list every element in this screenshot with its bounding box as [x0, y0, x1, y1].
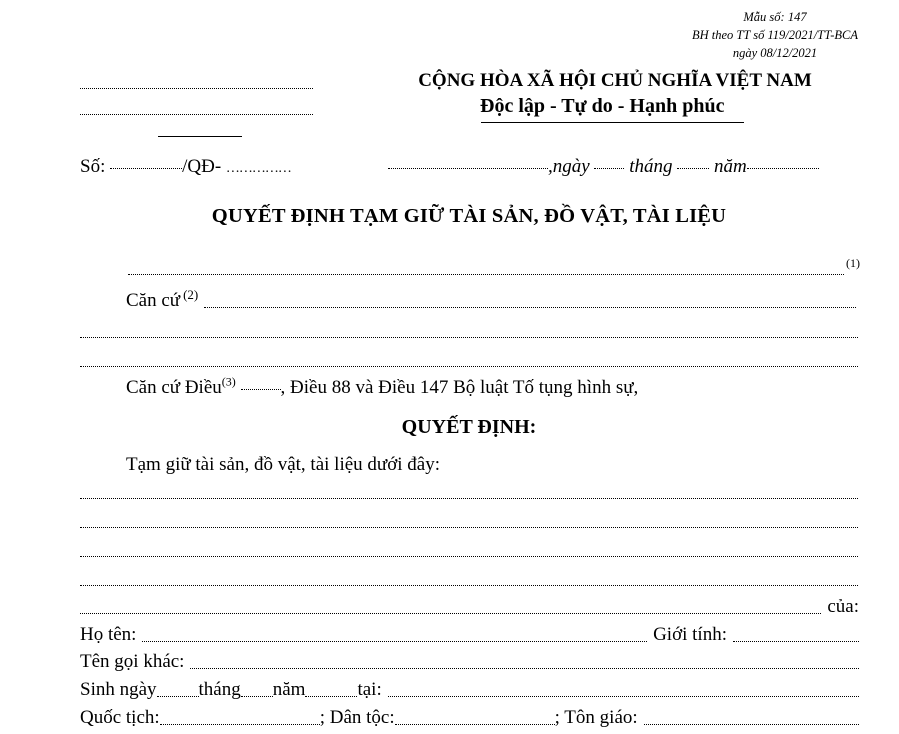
place-field[interactable] — [388, 168, 548, 169]
nation-title: CỘNG HÒA XÃ HỘI CHỦ NGHĨA VIỆT NAM — [418, 70, 812, 91]
seized-items-line-4[interactable] — [80, 585, 858, 586]
month-field[interactable] — [677, 168, 709, 169]
ethnicity-field[interactable] — [395, 724, 555, 725]
ten-goi-khac-label: Tên gọi khác: — [80, 651, 185, 672]
qd-suffix-field[interactable]: …………… — [225, 161, 291, 176]
seized-items-line-2[interactable] — [80, 527, 858, 528]
footnote-2: (2) — [183, 287, 199, 302]
nationality-field[interactable] — [160, 724, 320, 725]
nation-motto: Độc lập - Tự do - Hạnh phúc — [480, 95, 725, 117]
gioi-tinh-label: Giới tính: — [653, 624, 727, 645]
decision-heading: QUYẾT ĐỊNH: — [401, 416, 537, 438]
year-field[interactable] — [747, 168, 819, 169]
form-number: Mẫu số: 147 — [743, 10, 807, 24]
nationality-line — [80, 707, 859, 729]
birth-line — [80, 679, 859, 701]
sinh-ngay-label: Sinh ngày — [80, 679, 157, 700]
seize-intro: Tạm giữ tài sản, đồ vật, tài liệu dưới đây: — [126, 454, 440, 475]
can-cu-continuation-1[interactable] — [80, 337, 858, 338]
ngay-label: ,ngày — [548, 156, 590, 177]
religion-field[interactable] — [644, 724, 859, 725]
day-field[interactable] — [594, 168, 624, 169]
place-date-line — [388, 156, 819, 178]
can-cu-line — [126, 287, 858, 312]
alias-line — [80, 651, 859, 673]
form-issued-by: BH theo TT số 119/2021/TT-BCA — [692, 28, 858, 42]
cua-label: của: — [827, 596, 859, 617]
agency-divider — [158, 136, 242, 137]
birth-year-field[interactable] — [305, 696, 357, 697]
issuer-line — [126, 256, 860, 279]
ho-ten-label: Họ tên: — [80, 624, 137, 645]
ton-giao-label: ; Tôn giáo: — [554, 707, 638, 728]
seized-items-line-5[interactable] — [80, 613, 821, 614]
document-title: QUYẾT ĐỊNH TẠM GIỮ TÀI SẢN, ĐỒ VẬT, TÀI LIỆU — [211, 205, 727, 227]
so-label: Số: — [80, 156, 106, 177]
seized-items-line-1[interactable] — [80, 498, 858, 499]
agency-line-1[interactable] — [80, 88, 313, 89]
can-cu-label: Căn cứ — [126, 290, 181, 311]
form-code-block — [660, 8, 890, 62]
nam-label: năm — [713, 156, 747, 177]
can-cu-field[interactable] — [204, 307, 856, 308]
footnote-3: (3) — [221, 374, 236, 389]
agency-line-2[interactable] — [80, 114, 313, 115]
seized-items-line-3[interactable] — [80, 556, 858, 557]
footnote-1: (1) — [846, 256, 860, 270]
can-cu-continuation-2[interactable] — [80, 366, 858, 367]
birth-month-field[interactable] — [241, 696, 273, 697]
dieu-number-field[interactable] — [241, 389, 281, 390]
can-cu-dieu-line — [126, 374, 639, 399]
decision-number-line — [80, 156, 291, 178]
form-issued-date: ngày 08/12/2021 — [732, 46, 818, 60]
can-cu-dieu-rest: , Điều 88 và Điều 147 Bộ luật Tố tụng hình sự, — [280, 377, 639, 398]
quoc-tich-label: Quốc tịch: — [80, 707, 160, 728]
dan-toc-label: ; Dân tộc: — [319, 707, 395, 728]
birth-nam-label: năm — [272, 679, 306, 700]
tai-label: tại: — [357, 679, 382, 700]
can-cu-dieu-label: Căn cứ Điều — [126, 377, 222, 398]
owner-line — [80, 596, 859, 618]
motto-underline — [481, 122, 744, 123]
full-name-field[interactable] — [142, 641, 647, 642]
birth-thang-label: tháng — [198, 679, 241, 700]
qd-label: /QĐ- — [182, 156, 222, 177]
thang-label: tháng — [629, 156, 673, 177]
birth-day-field[interactable] — [157, 696, 199, 697]
full-name-line — [80, 624, 859, 646]
decision-number-field[interactable] — [110, 168, 182, 169]
issuer-field[interactable] — [128, 274, 844, 275]
alias-field[interactable] — [190, 668, 859, 669]
birthplace-field[interactable] — [388, 696, 859, 697]
gender-field[interactable] — [733, 641, 859, 642]
